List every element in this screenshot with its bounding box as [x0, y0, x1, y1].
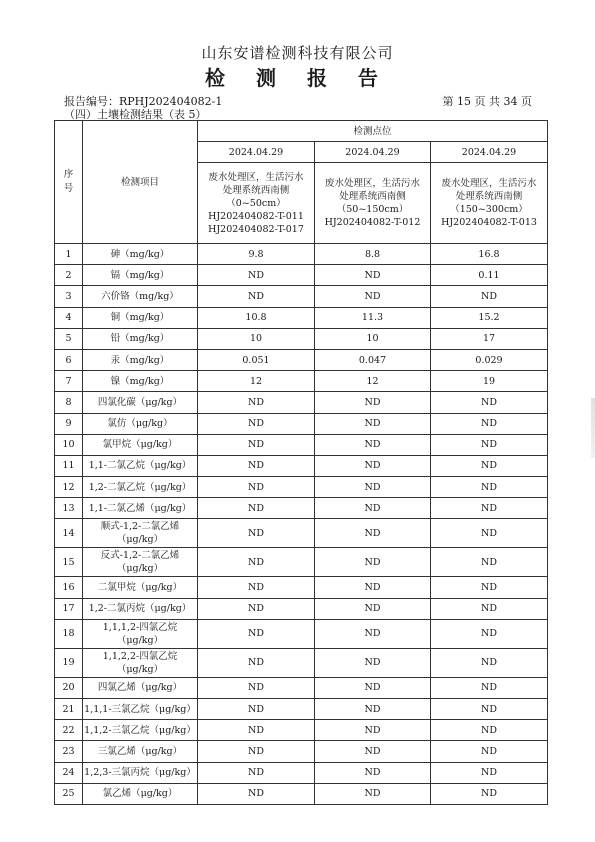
row-item: 1,1,1-三氯乙烷（μg/kg）: [83, 699, 198, 720]
row-item: 1,1-二氯乙烷（μg/kg）: [83, 455, 198, 476]
row-value: ND: [198, 619, 315, 648]
row-value: ND: [198, 477, 315, 498]
row-value: ND: [315, 286, 431, 307]
row-number: 12: [55, 477, 83, 498]
table-row: [55, 762, 548, 783]
point-location-line: HJ202404082-T-017: [208, 223, 304, 235]
row-number: 11: [55, 455, 83, 476]
table-row: [55, 519, 548, 548]
row-item: 1,1,2,2-四氯乙烷 （μg/kg）: [83, 648, 198, 677]
row-item: 镉（mg/kg）: [83, 265, 198, 286]
table-row: [55, 455, 548, 476]
row-value: ND: [315, 477, 431, 498]
row-item: 汞（mg/kg）: [83, 349, 198, 370]
row-value: 19: [431, 371, 548, 392]
row-value: ND: [198, 455, 315, 476]
row-number: 6: [55, 349, 83, 370]
row-number: 21: [55, 699, 83, 720]
row-value: ND: [198, 498, 315, 519]
row-value: ND: [315, 392, 431, 413]
row-item: 氯乙烯（μg/kg）: [83, 783, 198, 804]
row-item: 1,1,2-三氯乙烷（μg/kg）: [83, 720, 198, 741]
point-location-line: 废水处理区，生活污水: [441, 178, 537, 189]
row-value: ND: [431, 699, 548, 720]
report-number: 报告编号：RPHJ202404082-1: [64, 95, 223, 108]
row-item: 镍（mg/kg）: [83, 371, 198, 392]
row-value: ND: [198, 392, 315, 413]
row-value: 8.8: [315, 244, 431, 265]
row-number: 25: [55, 783, 83, 804]
table-row: [55, 498, 548, 519]
table-row: [55, 720, 548, 741]
table-row: [55, 434, 548, 455]
table-row: [55, 307, 548, 328]
row-item: 氯仿（μg/kg）: [83, 413, 198, 434]
row-number: 7: [55, 371, 83, 392]
row-value: ND: [198, 598, 315, 619]
row-value: ND: [198, 648, 315, 677]
point-location: [315, 163, 431, 244]
row-number: 2: [55, 265, 83, 286]
row-value: ND: [198, 741, 315, 762]
point-date: 2024.04.29: [198, 142, 315, 163]
row-value: ND: [431, 598, 548, 619]
row-item: 砷（mg/kg）: [83, 244, 198, 265]
row-value: ND: [198, 783, 315, 804]
row-value: 9.8: [198, 244, 315, 265]
row-value: 0.051: [198, 349, 315, 370]
row-value: ND: [315, 783, 431, 804]
point-location-line: （150~300cm）: [450, 204, 528, 215]
edge-stamp-mark: [591, 398, 595, 458]
row-value: ND: [431, 619, 548, 648]
row-value: ND: [198, 762, 315, 783]
row-number: 23: [55, 741, 83, 762]
row-value: ND: [315, 741, 431, 762]
point-location-line: 处理系统西南侧: [222, 184, 290, 196]
report-title: 检 测 报 告: [205, 66, 390, 90]
row-value: 12: [315, 371, 431, 392]
point-location-line: HJ202404082-T-011: [208, 210, 304, 222]
row-number: 24: [55, 762, 83, 783]
table-row: [55, 577, 548, 598]
row-value: ND: [315, 699, 431, 720]
row-number: 3: [55, 286, 83, 307]
row-value: ND: [431, 413, 548, 434]
row-number: 15: [55, 548, 83, 577]
row-item: 1,1-二氯乙烯（μg/kg）: [83, 498, 198, 519]
row-value: 10: [198, 328, 315, 349]
row-value: ND: [198, 434, 315, 455]
table-row: [55, 477, 548, 498]
table-row: [55, 244, 548, 265]
row-value: 11.3: [315, 307, 431, 328]
point-location-line: 处理系统西南侧: [455, 191, 523, 202]
header-seq-label: 序号: [63, 169, 74, 194]
row-number: 14: [55, 519, 83, 548]
row-value: ND: [315, 519, 431, 548]
row-value: ND: [431, 477, 548, 498]
row-value: ND: [315, 434, 431, 455]
row-number: 20: [55, 677, 83, 698]
table-row: [55, 648, 548, 677]
row-item: 二氯甲烷（μg/kg）: [83, 577, 198, 598]
row-value: 0.047: [315, 349, 431, 370]
table-row: [55, 699, 548, 720]
row-value: ND: [315, 677, 431, 698]
point-location-line: HJ202404082-T-012: [324, 217, 421, 228]
company-name: 山东安谱检测科技有限公司: [201, 44, 394, 62]
row-value: ND: [431, 286, 548, 307]
row-item: 顺式-1,2-二氯乙烯 （μg/kg）: [83, 519, 198, 548]
row-value: ND: [198, 519, 315, 548]
row-value: ND: [315, 762, 431, 783]
point-location: [431, 163, 548, 244]
row-item: 四氯化碳（μg/kg）: [83, 392, 198, 413]
row-value: ND: [431, 498, 548, 519]
row-value: ND: [431, 548, 548, 577]
row-number: 13: [55, 498, 83, 519]
row-value: ND: [198, 699, 315, 720]
row-number: 9: [55, 413, 83, 434]
row-value: 10: [315, 328, 431, 349]
row-number: 16: [55, 577, 83, 598]
page-indicator: 第 15 页 共 34 页: [442, 95, 532, 108]
row-item: 1,2,3-三氯丙烷（μg/kg）: [83, 762, 198, 783]
row-value: ND: [431, 577, 548, 598]
row-item: 1,2-二氯丙烷（μg/kg）: [83, 598, 198, 619]
row-value: 12: [198, 371, 315, 392]
row-value: ND: [431, 648, 548, 677]
row-value: ND: [431, 392, 548, 413]
header-seq: [55, 121, 83, 244]
row-value: ND: [431, 783, 548, 804]
row-value: ND: [431, 720, 548, 741]
row-value: ND: [198, 286, 315, 307]
row-value: ND: [198, 720, 315, 741]
row-item: 1,1,1,2-四氯乙烷 （μg/kg）: [83, 619, 198, 648]
row-number: 18: [55, 619, 83, 648]
table-row: [55, 265, 548, 286]
row-item: 铜（mg/kg）: [83, 307, 198, 328]
row-value: ND: [198, 265, 315, 286]
header-points: 检测点位: [198, 121, 548, 142]
point-date: 2024.04.29: [431, 142, 548, 163]
row-item: 四氯乙烯（μg/kg）: [83, 677, 198, 698]
row-value: ND: [315, 265, 431, 286]
row-number: 17: [55, 598, 83, 619]
point-location-line: HJ202404082-T-013: [441, 217, 537, 228]
table-row: [55, 619, 548, 648]
row-value: ND: [315, 619, 431, 648]
row-number: 5: [55, 328, 83, 349]
table-row: [55, 783, 548, 804]
row-number: 1: [55, 244, 83, 265]
point-date: 2024.04.29: [315, 142, 431, 163]
row-value: ND: [315, 598, 431, 619]
row-value: ND: [315, 720, 431, 741]
table-row: [55, 392, 548, 413]
row-value: ND: [431, 455, 548, 476]
row-value: ND: [198, 677, 315, 698]
row-number: 19: [55, 648, 83, 677]
row-value: ND: [315, 413, 431, 434]
row-value: 10.8: [198, 307, 315, 328]
table-row: [55, 328, 548, 349]
row-number: 8: [55, 392, 83, 413]
row-value: 16.8: [431, 244, 548, 265]
row-value: 17: [431, 328, 548, 349]
row-value: ND: [431, 762, 548, 783]
row-value: ND: [431, 741, 548, 762]
row-value: ND: [315, 648, 431, 677]
row-value: ND: [198, 413, 315, 434]
row-item: 六价铬（mg/kg）: [83, 286, 198, 307]
point-location-line: 处理系统西南侧: [339, 191, 406, 202]
row-item: 反式-1,2-二氯乙烯 （μg/kg）: [83, 548, 198, 577]
row-value: ND: [315, 455, 431, 476]
row-value: ND: [315, 498, 431, 519]
table-row: [55, 677, 548, 698]
table-row: [55, 548, 548, 577]
table-row: [55, 598, 548, 619]
row-value: ND: [198, 548, 315, 577]
header-item: 检测项目: [83, 121, 198, 244]
row-value: ND: [315, 577, 431, 598]
section-heading: （四）土壤检测结果（表 5）: [64, 108, 207, 121]
row-number: 10: [55, 434, 83, 455]
row-value: ND: [431, 519, 548, 548]
table-row: [55, 286, 548, 307]
row-value: 0.11: [431, 265, 548, 286]
point-location-line: 废水处理区，生活污水: [324, 178, 420, 189]
row-value: ND: [431, 434, 548, 455]
row-item: 三氯乙烯（μg/kg）: [83, 741, 198, 762]
point-location-line: （50~150cm）: [336, 204, 409, 215]
row-value: 0.029: [431, 349, 548, 370]
row-number: 4: [55, 307, 83, 328]
row-value: ND: [198, 577, 315, 598]
table-row: [55, 349, 548, 370]
results-table: [54, 120, 548, 805]
row-value: ND: [315, 548, 431, 577]
point-location-line: （0~50cm）: [226, 197, 286, 209]
row-value: ND: [431, 677, 548, 698]
table-row: [55, 371, 548, 392]
table-row: [55, 741, 548, 762]
row-item: 1,2-二氯乙烷（μg/kg）: [83, 477, 198, 498]
row-number: 22: [55, 720, 83, 741]
row-value: 15.2: [431, 307, 548, 328]
table-row: [55, 413, 548, 434]
point-location: [198, 163, 315, 244]
row-item: 铅（mg/kg）: [83, 328, 198, 349]
row-item: 氯甲烷（μg/kg）: [83, 434, 198, 455]
point-location-line: 废水处理区，生活污水: [208, 171, 304, 183]
